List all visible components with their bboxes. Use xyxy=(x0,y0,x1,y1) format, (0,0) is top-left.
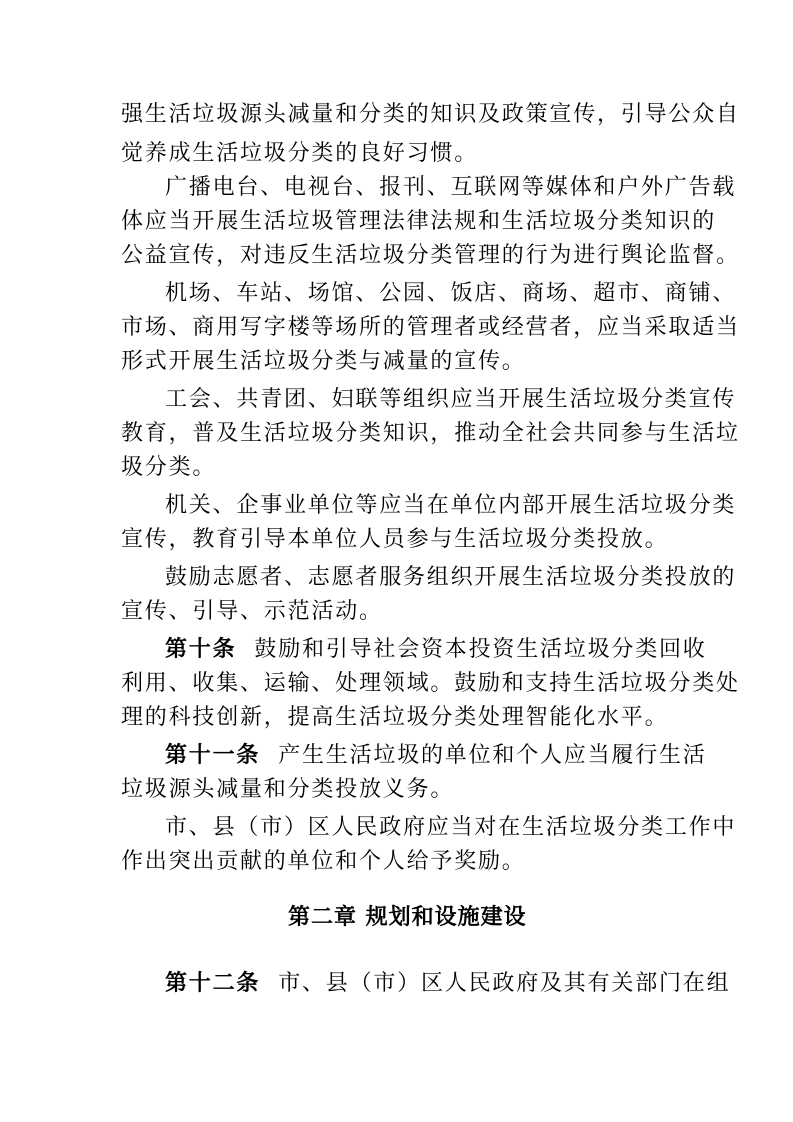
article-text: 产生生活垃圾的单位和个人应当履行生活 xyxy=(278,743,707,768)
text-line: 市场、商用写字楼等场所的管理者或经营者，应当采取适当 xyxy=(121,315,740,340)
article-number: 第十一条 xyxy=(165,743,261,768)
text-line: 理的科技创新，提高生活垃圾分类处理智能化水平。 xyxy=(121,705,669,730)
text-line: 宣传，教育引导本单位人员参与生活垃圾分类投放。 xyxy=(121,527,669,552)
text-line: 觉养成生活垃圾分类的良好习惯。 xyxy=(121,141,479,166)
article-text: 市、县（市）区人民政府及其有关部门在组 xyxy=(278,971,731,996)
article-number: 第十条 xyxy=(165,637,237,662)
text-line: 形式开展生活垃圾分类与减量的宣传。 xyxy=(121,349,526,374)
text-line: 教育，普及生活垃圾分类知识，推动全社会共同参与生活垃 xyxy=(121,421,740,446)
article-line xyxy=(165,741,707,771)
article-text: 鼓励和引导社会资本投资生活垃圾分类回收 xyxy=(254,637,707,662)
text-line: 鼓励志愿者、志愿者服务组织开展生活垃圾分类投放的 xyxy=(165,565,737,590)
text-line: 宣传、引导、示范活动。 xyxy=(121,599,383,624)
article-number: 第十二条 xyxy=(165,971,261,996)
text-line: 广播电台、电视台、报刊、互联网等媒体和户外广告载 xyxy=(165,175,737,200)
text-line: 机场、车站、场馆、公园、饭店、商场、超市、商铺、 xyxy=(165,281,737,306)
article-line xyxy=(165,635,707,665)
text-line: 机关、企事业单位等应当在单位内部开展生活垃圾分类 xyxy=(165,493,737,518)
text-line: 垃圾源头减量和分类投放义务。 xyxy=(121,777,455,802)
chapter-heading: 第二章 规划和设施建设 xyxy=(288,905,527,930)
text-line: 体应当开展生活垃圾管理法律法规和生活垃圾分类知识的 xyxy=(121,209,717,234)
text-line: 利用、收集、运输、处理领域。鼓励和支持生活垃圾分类处 xyxy=(121,671,740,696)
text-line: 强生活垃圾源头减量和分类的知识及政策宣传，引导公众自 xyxy=(121,102,740,127)
text-line: 市、县（市）区人民政府应当对在生活垃圾分类工作中 xyxy=(165,815,737,840)
text-line: 公益宣传，对违反生活垃圾分类管理的行为进行舆论监督。 xyxy=(121,243,740,268)
article-line xyxy=(165,969,730,999)
text-line: 工会、共青团、妇联等组织应当开展生活垃圾分类宣传 xyxy=(165,387,737,412)
text-line: 作出突出贡献的单位和个人给予奖励。 xyxy=(121,849,526,874)
text-line: 圾分类。 xyxy=(121,455,217,480)
